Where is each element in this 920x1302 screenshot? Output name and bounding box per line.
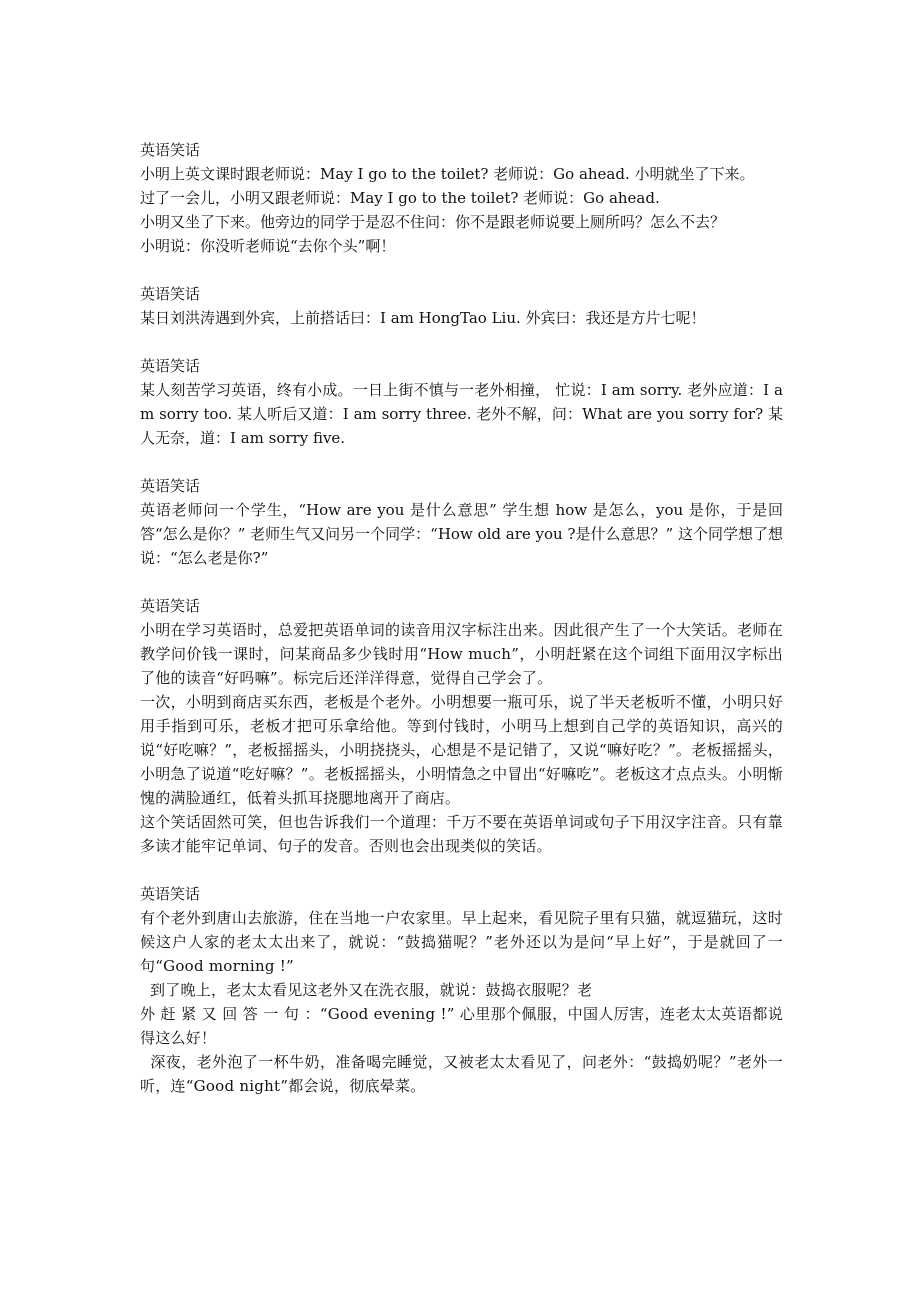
joke-section	[140, 474, 783, 570]
section-heading: 英语笑话	[140, 477, 201, 495]
paragraph: 到了晚上，老太太看见这老外又在洗衣服，就说：鼓捣衣服呢？老	[140, 981, 593, 999]
paragraph: 外 赶 紧 又 回 答 一 句 ：“Good evening !” 心里那个佩服，中国人厉害，连老太太英语都说得这么好！	[140, 1005, 783, 1047]
paragraph: 深夜，老外泡了一杯牛奶，准备喝完睡觉，又被老太太看见了，问老外：“鼓捣奶呢？”老外一听，连“Good night”都会说，彻底晕菜。	[140, 1053, 783, 1095]
joke-section	[140, 594, 783, 858]
paragraph: 某日刘洪涛遇到外宾，上前搭话曰：I am HongTao Liu. 外宾曰：我还是方片七呢！	[140, 309, 706, 327]
paragraph: 小明在学习英语时，总爱把英语单词的读音用汉字标注出来。因此很产生了一个大笑话。老师在教学问价钱一课时，问某商品多少钱时用“How much”，小明赶紧在这个词组下面用汉字标出了他的读音“好吗嘛”。标完后还洋洋得意，觉得自己学会了。	[140, 621, 783, 687]
section-heading: 英语笑话	[140, 141, 201, 159]
section-heading: 英语笑话	[140, 357, 201, 375]
paragraph: 小明说：你没听老师说“去你个头”啊！	[140, 237, 396, 255]
section-heading: 英语笑话	[140, 597, 201, 615]
paragraph: 一次，小明到商店买东西，老板是个老外。小明想要一瓶可乐，说了半天老板听不懂，小明只好用手指到可乐，老板才把可乐拿给他。等到付钱时，小明马上想到自己学的英语知识，高兴的说“好吃嘛？”，老板摇摇头，小明挠挠头，心想是不是记错了，又说“嘛好吃？”。老板摇摇头，小明急了说道“吃好嘛？”。老板摇摇头，小明情急之中冒出“好嘛吃”。老板这才点点头。小明惭愧的满脸通红，低着头抓耳挠腮地离开了商店。	[140, 693, 783, 807]
document-page	[140, 138, 783, 1122]
paragraph: 过了一会儿，小明又跟老师说：May I go to the toilet? 老师说：Go ahead.	[140, 189, 660, 207]
joke-section	[140, 354, 783, 450]
joke-section	[140, 882, 783, 1098]
joke-section	[140, 282, 783, 330]
paragraph: 小明又坐了下来。他旁边的同学于是忍不住问：你不是跟老师说要上厕所吗？怎么不去？	[140, 213, 726, 231]
paragraph: 英语老师问一个学生，“How are you 是什么意思” 学生想 how 是怎么，you 是你，于是回答“怎么是你？” 老师生气又问另一个同学：“How old are you ?是什么意思？” 这个同学想了想说：“怎么老是你?”	[140, 501, 783, 567]
section-heading: 英语笑话	[140, 285, 201, 303]
section-heading: 英语笑话	[140, 885, 201, 903]
paragraph: 这个笑话固然可笑，但也告诉我们一个道理：千万不要在英语单词或句子下用汉字注音。只有靠多读才能牢记单词、句子的发音。否则也会出现类似的笑话。	[140, 813, 783, 855]
paragraph: 有个老外到唐山去旅游，住在当地一户农家里。早上起来，看见院子里有只猫，就逗猫玩，这时候这户人家的老太太出来了，就说：“鼓捣猫呢？”老外还以为是问“早上好”，于是就回了一句“Good morning !”	[140, 909, 783, 975]
paragraph: 某人刻苦学习英语，终有小成。一日上街不慎与一老外相撞， 忙说：I am sorry. 老外应道：I am sorry too. 某人听后又道：I am sorry three. 老外不解，问：What are you sorry for? 某人无奈，道：I am sorry five.	[140, 381, 783, 447]
paragraph: 小明上英文课时跟老师说：May I go to the toilet? 老师说：Go ahead. 小明就坐了下来。	[140, 165, 755, 183]
joke-section	[140, 138, 783, 258]
